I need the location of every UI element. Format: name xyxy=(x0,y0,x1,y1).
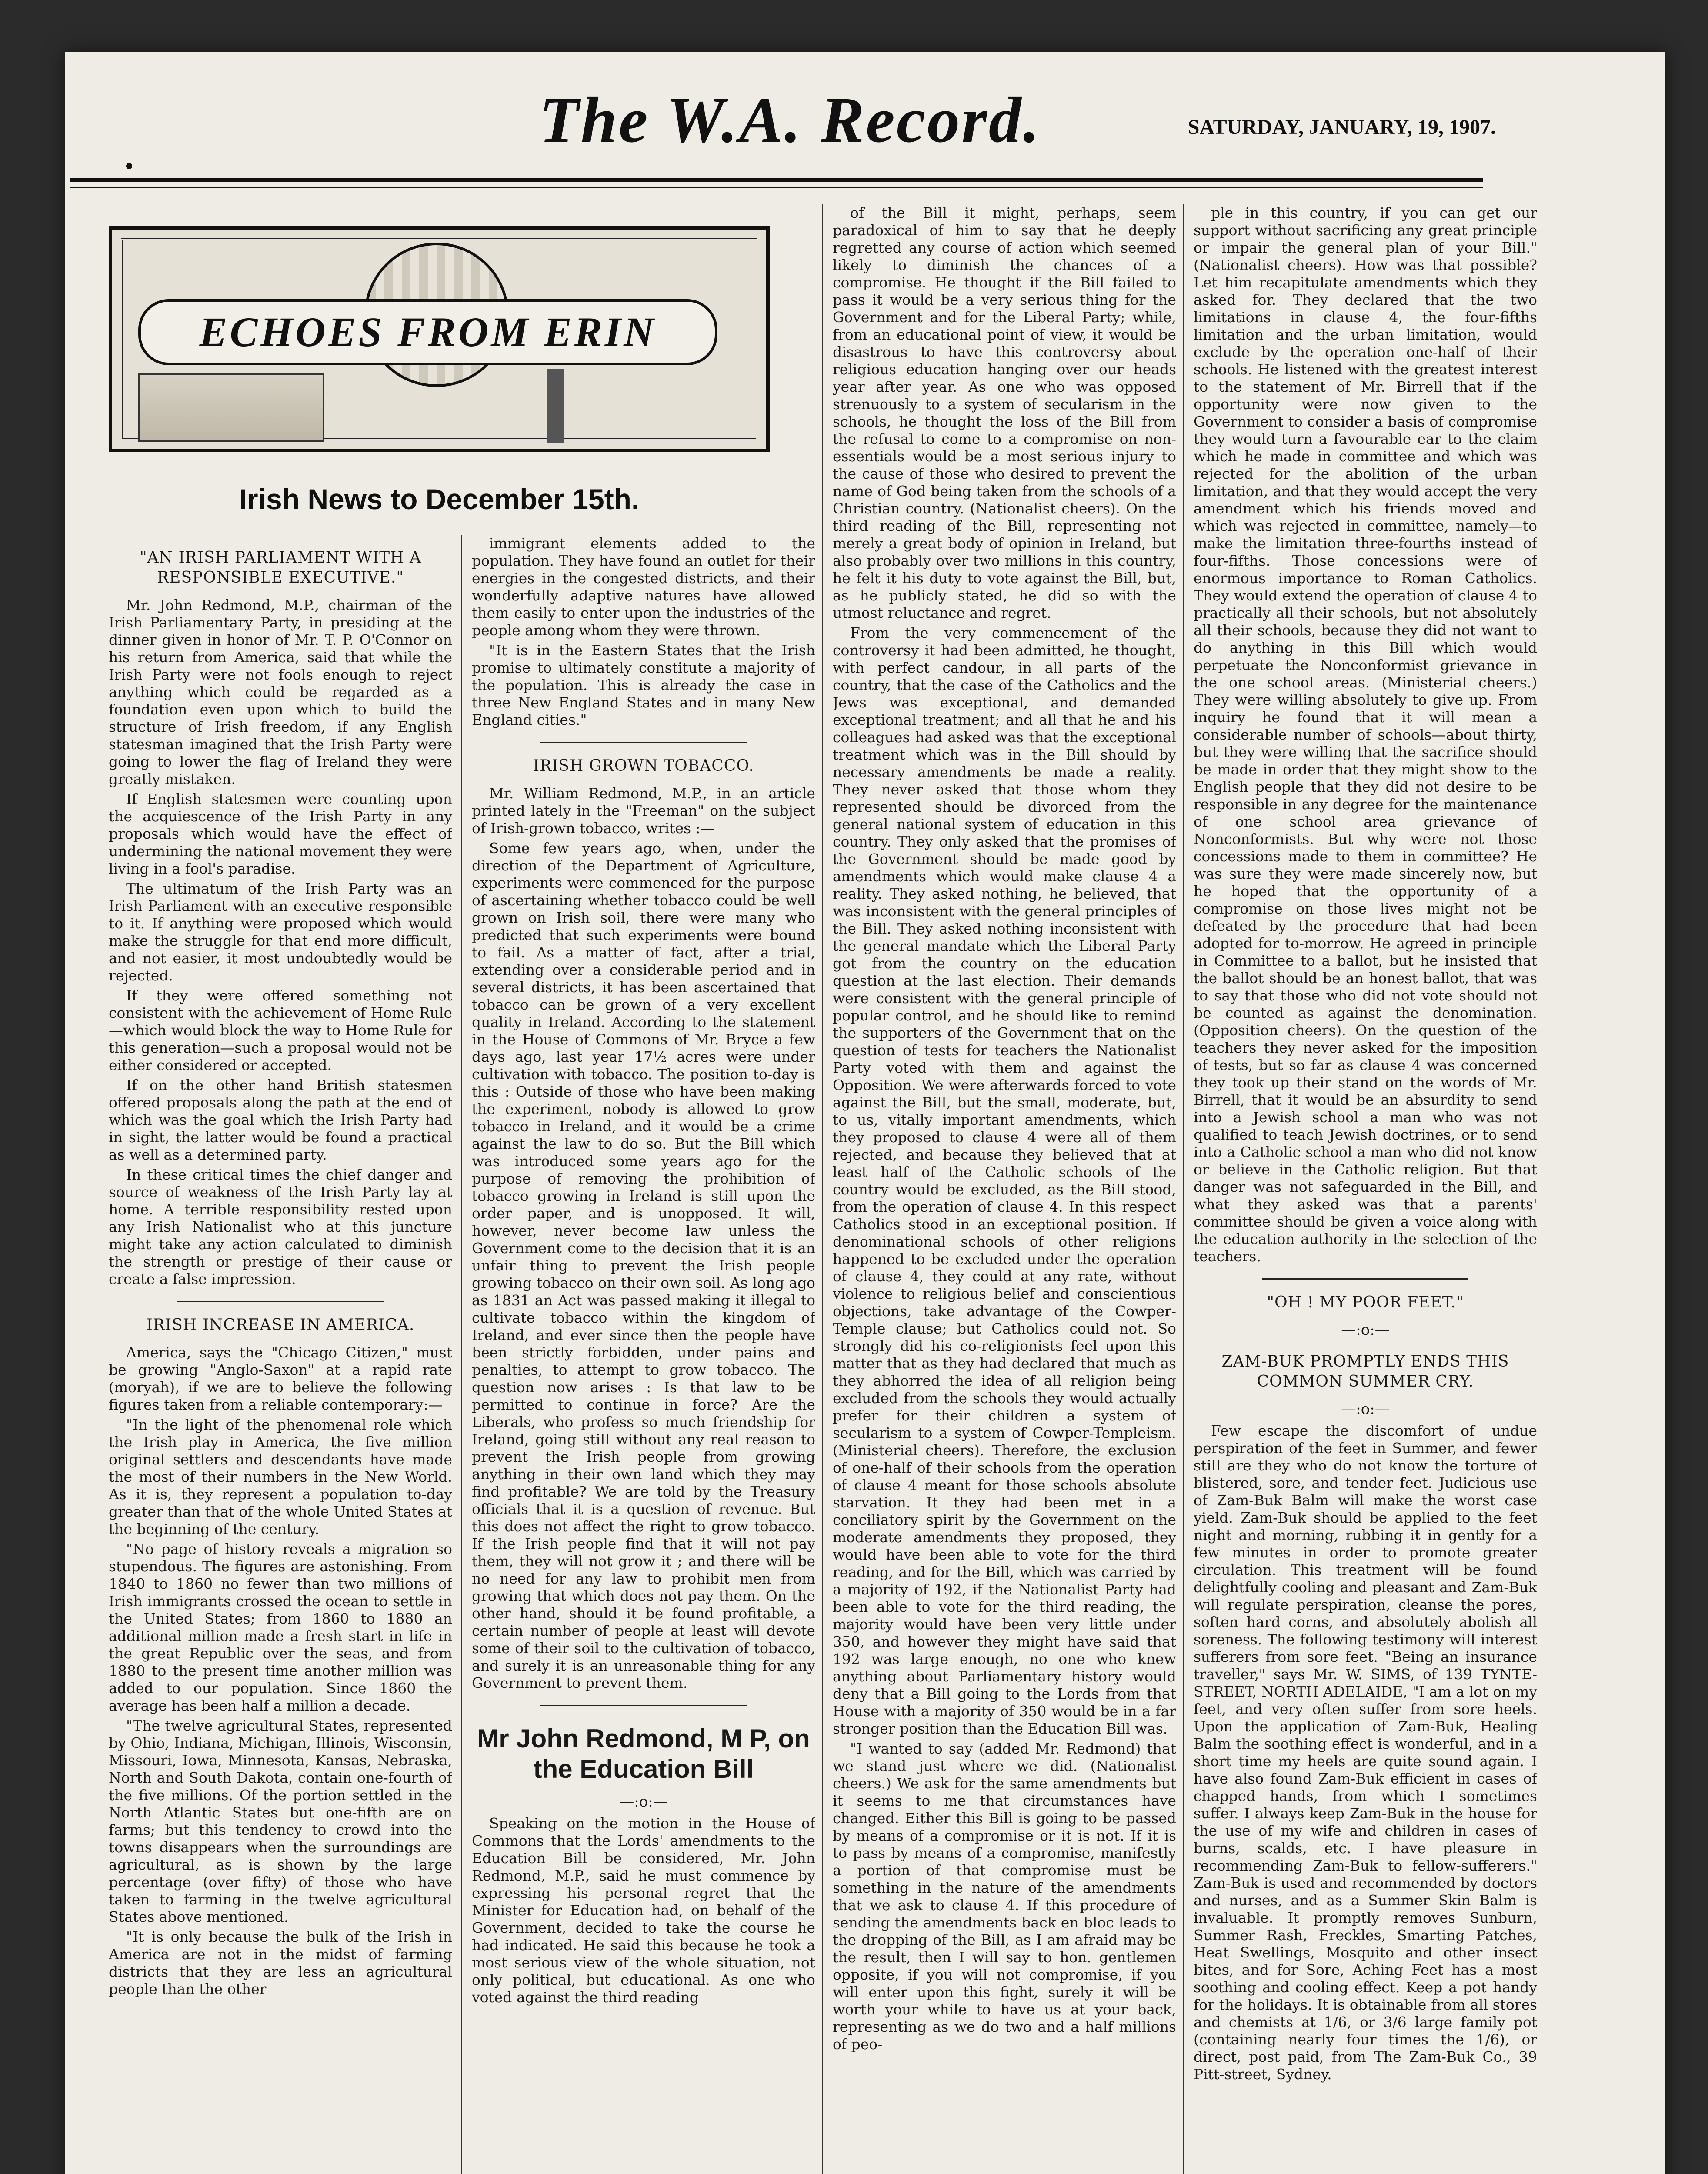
advert-heading: "OH ! MY POOR FEET." xyxy=(1267,1294,1464,1311)
masthead-rule-thin xyxy=(70,187,1483,188)
column-rule xyxy=(1183,204,1184,2174)
paragraph: of the Bill it might, perhaps, seem paradoxical of him to say that he deeply regretted any course of action which seemed likely to diminish the chances of a compromise. He thought if the Bill failed to pass it would be a very serious thing for the Government and for the Liberal Party; while, from an educational point of view, it would be disastrous to have this controversy about religious education hanging over our heads year after year. As one who was opposed strenuously to a system of secularism in the schools, he thought the loss of the Bill from the refusal to come to a compromise on non-essentials would be a most serious injury to the cause of those who desired to prevent the name of God being taken from the schools of a Christian country. (Nationalist cheers). On the third reading of the Bill, representing not merely a great body of opinion in Ireland, but also probably over two millions in this country, he felt it his duty to vote against the Bill, but, as he publicly stated, he did so with the utmost reluctance and regret. xyxy=(833,204,1176,621)
separator: —:o:— xyxy=(1341,1400,1390,1418)
masthead-rule xyxy=(70,178,1483,182)
paragraph: The ultimatum of the Irish Party was an Irish Parliament with an executive responsible to it. If anything were proposed which would make the struggle for that end more difficult, and not easier, it most undoubtedly would be rejected. xyxy=(109,880,452,984)
paragraph: "It is only because the bulk of the Irish in America are not in the midst of farming districts that they are less an agricultural people than the other xyxy=(109,1928,452,1997)
paragraph: Speaking on the motion in the House of Commons that the Lords' amendments to the Education Bill be considered, Mr. John Redmond, M.P., said he must commence by expressing his personal regret that the Minister for Education had, on behalf of the Government, decided to take the course he had indicated. He said this because he took a most serious view of the whole situation, not only political, but educational. As one who voted against the third reading xyxy=(472,1815,815,2006)
newspaper-title: The W.A. Record. xyxy=(539,84,1041,156)
paragraph: "The twelve agricultural States, represented by Ohio, Indiana, Michigan, Illinois, Wisconsin, Missouri, Iowa, Minnesota, Kansas, Nebraska, North and South Dakota, contain one-fourth of the five millions. Of the portion settled in the North Atlantic States but one-fifth are on farms; but this tendency to crowd into the towns disappears when the surroundings are agricultural, as is shown by the large percentage (over fifty) of those who have taken to farming in the twelve agricultural States above mentioned. xyxy=(109,1717,452,1925)
paragraph: ple in this country, if you can get our support without sacrificing any great principle or impair the general plan of your Bill." (Nationalist cheers). How was that possible? Let him recapitulate amendments which they asked for. They declared that the two limitations in clause 4, the four-fifths limitation and the urban limitation, would exclude by the operation one-half of their schools. He listened with the greatest interest to the statement of Mr. Birrell that if the opportunity were now given to the Government to consider a basis of compromise they would turn a favourable ear to the claim which he made in committee and which was rejected for the abolition of the urban limitation, and that they would accept the very amendment which his friends moved and which was rejected in committee, namely—to make the limitation three-fourths instead of four-fifths. Those concessions were of enormous importance to Roman Catholics. They would extend the operation of clause 4 to practically all their schools, but not absolutely all their schools, because they did not want to do anything in this Bill which would perpetuate the Nonconformist grievance in the one school areas. (Ministerial cheers.) They were willing absolutely to give up. From inquiry he found that it will mean a considerable number of schools—about thirty, but they were willing that the sacrifice should be made in order that they might show to the English people that they did not desire to be responsible in any degree for the maintenance of one school area grievance of Nonconformists. But why were not those concessions made to them in committee? He was sure they were made sincerely now, but he hoped that the opportunity of a compromise on those lives might not be defeated by the procedure that had been adopted for to-morrow. He agreed in principle in Committee to a ballot, but he insisted that the ballot should be an honest ballot, that was to say that those who did not vote should not be counted as against the denomination. (Opposition cheers). On the question of the teachers they never asked for the imposition of tests, but so far as clause 4 was concerned they took up their stand on the words of Mr. Birrell, that it would be an absurdity to send into a Jewish school a man who was not qualified to teach Jewish doctrines, or to send into a Catholic school a man who did not know or believe in the Catholic religion. But that danger was not safeguarded in the Bill, and what they asked was that a parents' committee should be given a voice along with the education authority in the selection of the teachers. xyxy=(1194,204,1537,1265)
banner-ribbon xyxy=(138,299,717,365)
bullet-mark xyxy=(126,163,132,169)
paragraph: Some few years ago, when, under the direction of the Department of Agriculture, experiments were commenced for the purpose of ascertaining whether tobacco could be well grown on Irish soil, there were many who predicted that such experiments were bound to fail. As a matter of fact, after a trial, extending over a considerable period and in several districts, it has been ascertained that tobacco can be grown of a very excellent quality in Ireland. According to the statement in the House of Commons of Mr. Bryce a few days ago, last year 17½ acres were under cultivation with tobacco. The position to-day is this : Outside of those who have been making the experiment, nobody is allowed to grow tobacco in Ireland, and it would be a crime against the law to do so. But the Bill which was introduced some years ago for the purpose of removing the prohibition of tobacco growing in Ireland is still upon the order paper, and is unopposed. It will, however, never become law unless the Government come to the decision that it is an unfair thing to prevent the Irish people growing tobacco on their own soil. As long ago as 1831 an Act was passed making it illegal to cultivate tobacco within the kingdom of Ireland, and ever since then the people have been strictly forbidden, under pains and penalties, to attempt to grow tobacco. The question now arises : Is that law to be permitted to continue in force? Are the Liberals, who profess so much friendship for Ireland, going still without any real reason to prevent the Irish people from growing anything in their own land which they may find profitable? We are told by the Treasury officials that it is a question of revenue. But this does not affect the right to grow tobacco. If the Irish people find that it will not pay them, they will not grow it ; and there will be no need for any law to prohibit men from growing that which does not pay them. On the other hand, should it be found profitable, a certain number of people at least will devote some of their soil to the cultivation of tobacco, and surely it is an unreasonable thing for any Government to prevent them. xyxy=(472,840,815,1691)
article-heading: "AN IRISH PARLIAMENT WITH A RESPONSIBLE EXECUTIVE." xyxy=(140,549,421,587)
advert-subheading: ZAM-BUK PROMPTLY ENDS THIS COMMON SUMMER CRY. xyxy=(1221,1353,1509,1390)
masthead xyxy=(61,74,1496,161)
column-2 xyxy=(472,535,815,2174)
separator: —:o:— xyxy=(1341,1321,1390,1339)
building-illustration xyxy=(138,373,324,442)
separator: —:o:— xyxy=(619,1793,668,1811)
paragraph: America, says the "Chicago Citizen," must be growing "Anglo-Saxon" at a rapid rate (moryah), if we are to believe the following figures taken from a reliable contemporary:— xyxy=(109,1344,452,1413)
paragraph: "It is in the Eastern States that the Irish promise to ultimately constitute a majority of the population. This is already the case in three New England States and in many New England cities." xyxy=(472,642,815,728)
paragraph: Few escape the discomfort of undue perspiration of the feet in Summer, and fewer still are they who do not know the torture of blistered, sore, and tender feet. Judicious use of Zam-Buk Balm will make the worst case yield. Zam-Buk should be applied to the feet night and morning, rubbing it in gently for a few minutes in order to promote greater circulation. This treatment will be found delightfully cooling and pleasant and Zam-Buk will regulate perspiration, cleanse the pores, soften hard corns, and absolutely abolish all soreness. The following testimony will interest sufferers from sore feet. "Being an insurance traveller," says Mr. W. SIMS, of 139 TYNTE-STREET, NORTH ADELAIDE, "I am a lot on my feet, and very often suffer from sore heels. Upon the application of Zam-Buk, Healing Balm the soothing effect is wonderful, and in a short time my heels are quite sound again. I have also found Zam-Buk efficient in cases of chapped hands, from which I sometimes suffer. I always keep Zam-Buk in the house for the use of my wife and children in cases of burns, scalds, etc. I have pleasure in recommending Zam-Buk to fellow-sufferers." Zam-Buk is used and recommended by doctors and nurses, and as a Summer Skin Balm is invaluable. It promptly removes Sunburn, Summer Rash, Freckles, Smarting Patches, Heat Swellings, Mosquito and other insect bites, and for Sore, Aching Feet has a most soothing and cooling effect. Keep a pot handy for the holidays. It is obtainable from all stores and chemists at 1/6, or 3/6 large family pot (containing nearly four times the 1/6), or direct, post paid, from The Zam-Buk Co., 39 Pitt-street, Sydney. xyxy=(1194,1422,1537,2083)
column-1 xyxy=(109,535,452,2174)
column-4 xyxy=(1194,204,1537,2174)
divider xyxy=(540,1705,747,1706)
column-rule xyxy=(461,535,462,2174)
paragraph: "No page of history reveals a migration so stupendous. The figures are astonishing. From 1840 to 1860 no fewer than two millions of Irish immigrants crossed the ocean to settle in the United States; from 1860 to 1880 an additional million made a fresh start in life in the great Republic over the seas, and from 1880 to the present time another million was added to our population. Since 1860 the average has been half a million a decade. xyxy=(109,1540,452,1714)
paragraph: From the very commencement of the controversy it had been admitted, he thought, with perfect candour, in all parts of the country, that the case of the Catholics and the Jews was exceptional, and demanded exceptional treatment; and all that he and his colleagues had asked was that the exceptional treatment which was in the Bill should by necessary amendments be made a reality. They never asked that those whom they represented should be divorced from the general national system of education in this country. They only asked that the promises of the Government should be made good by amendments which would make clause 4 a reality. They asked nothing, he believed, that was inconsistent with the general principles of the Bill. They asked nothing inconsistent with the general mandate which the Liberal Party got from the country on the education question at the last election. Their demands were consistent with the general principle of popular control, and he should like to remind the supporters of the Government that on the question of tests for teachers the Nationalist Party voted with them and against the Opposition. We were afterwards forced to vote against the Bill, but the small, moderate, but, to us, vitally important amendments, which they proposed to clause 4 were all of them rejected, and because they believed that at least half of the Catholic schools of the country would be excluded, as the Bill stood, from the operation of clause 4. In this respect Catholics stood in an exceptional position. If denominational schools of other religions happened to be excluded under the operation of clause 4, they could at any rate, without violence to religious belief and conscientious objections, take advantage of the Cowper-Temple clause; but Catholics could not. So strongly did his co-religionists feel upon this matter that as they had declared that much as they abhorred the idea of all religion being excluded from the schools they would actually prefer for their children a system of secularism to a system of Cowper-Templeism. (Ministerial cheers). Therefore, the exclusion of one-half of their schools from the operation of clause 4 meant for those schools absolute starvation. It they had been met in a conciliatory spirit by the Government on the moderate amendments they proposed, they would have been able to vote for the third reading, and for the Bill, which was carried by a majority of 192, if the Nationalist Party had been able to vote for the third reading, the majority would have been very little under 350, and however they might have said that 192 was large enough, no one who knew anything about Parliamentary history would deny that a Bill going to the Lords from that House with a majority of 350 would be in a far stronger position than the Education Bill was. xyxy=(833,624,1176,1737)
paragraph: "I wanted to say (added Mr. Redmond) that we stand just where we did. (Nationalist cheers.) We ask for the same amendments but it seems to me that circumstances have changed. Either this Bill is going to be passed by means of a compromise or it is not. If it is to pass by means of a compromise, manifestly a portion of that compromise must be something in the nature of the amendments that we ask to clause 4. If this procedure of sending the amendments back en bloc leads to the dropping of the Bill, as I am afraid may be the result, then I will say to hon. gentlemen opposite, if you will not compromise, if you will enter upon this fight, surely it will be worth your while to have us at your back, representing as we do two and a half millions of peo- xyxy=(833,1740,1176,2053)
paragraph: If English statesmen were counting upon the acquiescence of the Irish Party in any proposals which would have the effect of undermining the national movement they were living in a fool's paradise. xyxy=(109,790,452,877)
issue-date: SATURDAY, JANUARY, 19, 1907. xyxy=(1188,116,1496,139)
paragraph: If on the other hand British statesmen offered proposals along the path at the end of which was the goal which the Irish Party had in sight, the latter would be found a practical as well as a determined party. xyxy=(109,1077,452,1163)
divider xyxy=(177,1301,384,1302)
echoes-from-erin-banner xyxy=(109,226,770,452)
paragraph: In these critical times the chief danger and source of weakness of the Irish Party lay at home. A terrible responsibility rested upon any Irish Nationalist who at this juncture might take any action calculated to diminish the strength or prestige of their cause or create a false impression. xyxy=(109,1166,452,1287)
article-heading: Mr John Redmond, M P, on the Education Bill xyxy=(477,1724,810,1784)
column-rule xyxy=(822,204,823,2174)
divider xyxy=(1262,1278,1468,1280)
tower-illustration xyxy=(547,369,564,443)
divider xyxy=(540,742,747,743)
paragraph: If they were offered something not consistent with the achievement of Home Rule—which would block the way to Home Rule for this generation—such a proposal would not be either considered or accepted. xyxy=(109,987,452,1074)
paragraph: "In the light of the phenomenal role which the Irish play in America, the five million original settlers and descendants have made the most of their numbers in the New World. As it is, they represent a population to-day greater than that of the whole United States at the beginning of the century. xyxy=(109,1416,452,1537)
article-heading: IRISH INCREASE IN AMERICA. xyxy=(146,1316,415,1334)
article-heading: IRISH GROWN TOBACCO. xyxy=(533,757,754,775)
paragraph: immigrant elements added to the population. They have found an outlet for their energies in the congested districts, and their wonderfully adaptive natures have allowed them easily to enter upon the industries of the people among whom they were thrown. xyxy=(472,535,815,639)
paragraph: Mr. John Redmond, M.P., chairman of the Irish Parliamentary Party, in presiding at the dinner given in honor of Mr. T. P. O'Connor on his return from America, said that while the Irish Party were not fools enough to reject anything which could be regarded as a foundation even upon which to build the structure of Irish freedom, if any English statesman imagined that the Irish Party were going to lower the flag of Ireland they were greatly mistaken. xyxy=(109,597,452,787)
section-heading: Irish News to December 15th. xyxy=(239,483,640,515)
banner-text: ECHOES FROM ERIN xyxy=(199,309,657,355)
column-3 xyxy=(833,204,1176,2174)
paragraph: Mr. William Redmond, M.P., in an article printed lately in the "Freeman" on the subject of Irish-grown tobacco, writes :— xyxy=(472,785,815,837)
